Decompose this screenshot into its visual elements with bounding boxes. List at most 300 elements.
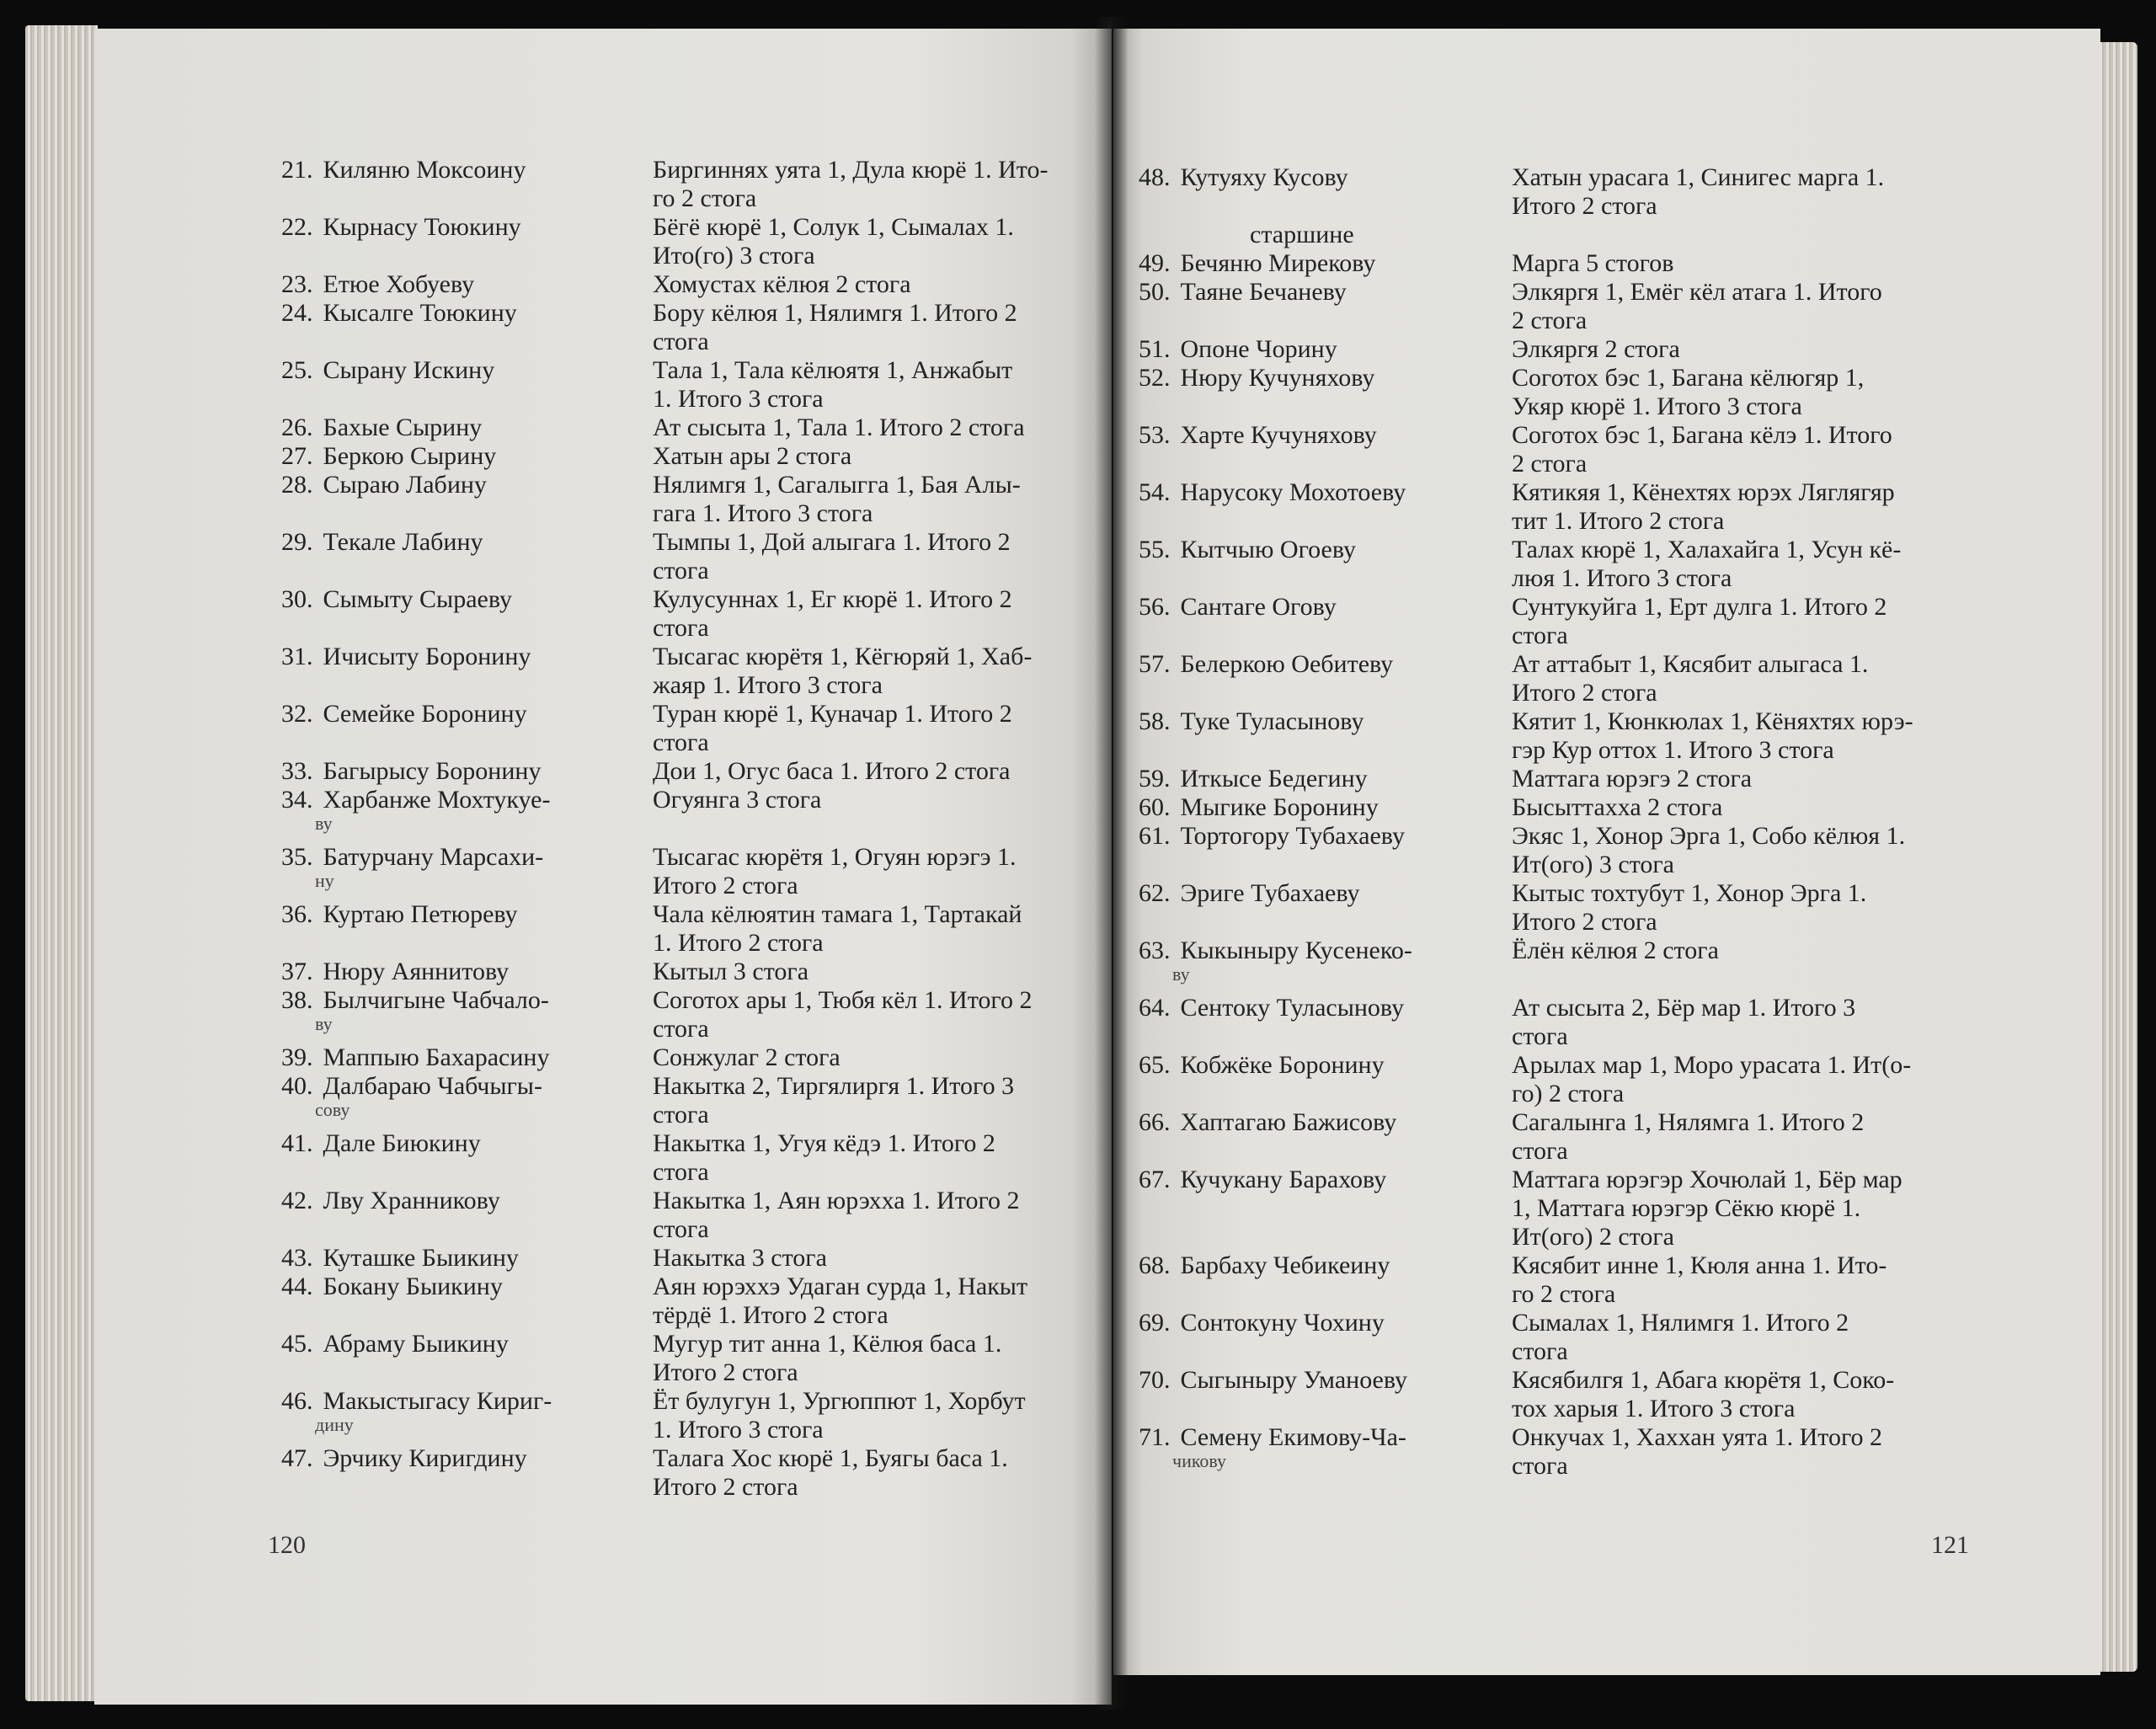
haystack-item-line: стога	[653, 1215, 709, 1243]
haystack-item-line: Дои 1, Огус баса 1. Итого 2 стога	[653, 757, 1011, 785]
haystack-item-line: Тымпы 1, Дой алыгага 1. Итого 2	[653, 528, 1011, 556]
recipient-name-continuation: чикову	[1172, 1450, 1227, 1471]
recipient-name: Ичисыту Боронину	[323, 643, 531, 670]
recipient-name-continuation: ну	[315, 870, 334, 891]
recipient-name: Кутуяху Кусову	[1180, 163, 1348, 191]
entry-items-row	[653, 1330, 1099, 1387]
haystack-item-line: стога	[653, 1015, 709, 1043]
entry-number: 49.	[1139, 249, 1171, 277]
haystack-item-line: Чала кёлюятин тамага 1, Тартакай	[653, 900, 1022, 928]
entry-items-row	[1512, 221, 1983, 249]
haystack-item-line: Аян юрэххэ Удаган сурда 1, Накыт	[653, 1273, 1028, 1300]
haystack-item-line: стога	[1512, 1452, 1568, 1480]
entry-number: 57.	[1139, 650, 1171, 678]
haystack-item-line: Накытка 1, Аян юрэхха 1. Итого 2	[653, 1187, 1020, 1214]
entry-items-row	[1512, 994, 1983, 1051]
recipient-name: Далбараю Чабчыгы-	[323, 1072, 542, 1100]
entry-number: 24.	[281, 299, 313, 327]
entry-name-row	[281, 700, 622, 757]
recipient-name: Нарусоку Мохотоеву	[1180, 478, 1406, 506]
entry-name-row	[1139, 1108, 1476, 1166]
entry-number: 23.	[281, 270, 313, 298]
recipient-name: Сыгыныру Уманоеву	[1180, 1366, 1408, 1394]
entry-name-row	[281, 442, 622, 471]
haystack-item-line: стога	[1512, 1337, 1568, 1365]
haystack-item-line: го 2 стога	[653, 184, 757, 212]
entry-items-row	[653, 414, 1099, 442]
haystack-item-line: 2 стога	[1512, 307, 1588, 334]
haystack-item-line: Хатын ары 2 стога	[653, 442, 852, 470]
haystack-item-line: гага 1. Итого 3 стога	[653, 499, 873, 527]
entry-name-row	[281, 643, 622, 700]
recipient-name: Багырысу Боронину	[323, 757, 542, 785]
haystack-item-line: стога	[653, 557, 709, 584]
entry-items-row	[1512, 707, 1983, 765]
recipient-name-continuation: сову	[315, 1099, 350, 1120]
haystack-item-line: 2 стога	[1512, 450, 1588, 478]
left-items-column	[653, 156, 1099, 1502]
entry-name-row	[1139, 221, 1476, 249]
entry-name-row	[281, 757, 622, 786]
entry-number: 52.	[1139, 364, 1171, 392]
entry-number: 25.	[281, 356, 313, 384]
entry-number: 45.	[281, 1330, 313, 1358]
entry-items-row	[1512, 1108, 1983, 1166]
entry-number: 32.	[281, 700, 313, 728]
recipient-name: старшине	[1250, 221, 1354, 248]
haystack-item-line: 1. Итого 3 стога	[653, 385, 824, 413]
recipient-name: Семейке Боронину	[323, 700, 527, 728]
haystack-item-line: гэр Кур оттох 1. Итого 3 стога	[1512, 736, 1834, 764]
recipient-name: Иткысе Бедегину	[1180, 765, 1368, 792]
entry-name-row	[281, 900, 622, 958]
haystack-item-line: Тысагас кюрётя 1, Огуян юрэгэ 1.	[653, 843, 1017, 871]
entry-name-row	[1139, 478, 1476, 536]
recipient-name: Сонтокуну Чохину	[1180, 1309, 1385, 1337]
recipient-name: Дале Биюкину	[323, 1129, 481, 1157]
entry-number: 66.	[1139, 1108, 1171, 1136]
entry-items-row	[653, 356, 1099, 414]
entry-items-row	[1512, 650, 1983, 707]
entry-items-row	[1512, 879, 1983, 937]
entry-items-row	[653, 585, 1099, 643]
haystack-item-line: Биргиннях уята 1, Дула кюрё 1. Ито-	[653, 156, 1049, 184]
entry-name-row	[1139, 1166, 1476, 1251]
entry-number: 46.	[281, 1387, 313, 1415]
recipient-name: Кытчыю Огоеву	[1180, 536, 1356, 563]
recipient-name: Кырнасу Тоюкину	[323, 213, 521, 241]
haystack-item-line: Кытыл 3 стога	[653, 958, 809, 985]
recipient-name: Эрчику Киригдину	[323, 1444, 527, 1472]
entry-number: 36.	[281, 900, 313, 928]
recipient-name-continuation: ву	[315, 813, 333, 834]
entry-name-row	[1139, 335, 1476, 364]
entry-name-row	[1139, 364, 1476, 421]
left-name-column	[281, 156, 622, 1502]
entry-number: 67.	[1139, 1166, 1171, 1193]
recipient-name: Сыраю Лабину	[323, 471, 487, 499]
recipient-name: Таяне Бечаневу	[1180, 278, 1347, 306]
recipient-name-continuation: ву	[315, 1013, 333, 1034]
haystack-item-line: Огуянга 3 стога	[653, 786, 822, 814]
entry-name-row	[281, 414, 622, 442]
recipient-name: Кыкыныру Кусенеко-	[1180, 937, 1412, 964]
haystack-item-line: го) 2 стога	[1512, 1080, 1625, 1107]
entry-items-row	[653, 843, 1099, 900]
entry-items-row	[653, 1273, 1099, 1330]
haystack-item-line: Кятит 1, Кюнкюлах 1, Кёняхтях юрэ-	[1512, 707, 1913, 735]
recipient-name: Бечяню Мирекову	[1180, 249, 1376, 277]
haystack-item-line: Накытка 1, Угуя кёдэ 1. Итого 2	[653, 1129, 995, 1157]
entry-name-row	[1139, 994, 1476, 1051]
haystack-item-line: Тала 1, Тала кёлюятя 1, Анжабыт	[653, 356, 1013, 384]
entry-number: 64.	[1139, 994, 1171, 1022]
haystack-item-line: Соготох бэс 1, Багана кёлюгяр 1,	[1512, 364, 1865, 392]
haystack-item-line: Хомустах кёлюя 2 стога	[653, 270, 911, 298]
entry-name-row	[281, 356, 622, 414]
entry-name-row	[1139, 421, 1476, 478]
recipient-name: Абраму Быикину	[323, 1330, 509, 1358]
entry-name-row	[281, 1444, 622, 1502]
recipient-name: Нюру Аяннитову	[323, 958, 510, 985]
entry-items-row	[1512, 163, 1983, 221]
haystack-item-line: Бысыттахха 2 стога	[1512, 793, 1723, 821]
recipient-name: Эриге Тубахаеву	[1180, 879, 1360, 907]
haystack-item-line: Бору кёлюя 1, Нялимгя 1. Итого 2	[653, 299, 1017, 327]
left-page-edges	[25, 25, 98, 1701]
entry-items-row	[653, 1043, 1099, 1072]
haystack-item-line: Мугур тит анна 1, Кёлюя баса 1.	[653, 1330, 1002, 1358]
entry-items-row	[653, 1387, 1099, 1444]
entry-name-row	[1139, 793, 1476, 822]
entry-number: 28.	[281, 471, 313, 499]
haystack-item-line: Сунтукуйга 1, Ерт дулга 1. Итого 2	[1512, 593, 1887, 621]
entry-name-row	[281, 156, 622, 213]
entry-name-row	[281, 786, 622, 843]
recipient-name: Сырану Искину	[323, 356, 495, 384]
entry-name-row	[281, 585, 622, 643]
entry-number: 54.	[1139, 478, 1171, 506]
entry-number: 40.	[281, 1072, 313, 1100]
entry-items-row	[1512, 593, 1983, 650]
entry-name-row	[1139, 879, 1476, 937]
haystack-item-line: Арылах мар 1, Моро урасата 1. Ит(о-	[1512, 1051, 1912, 1079]
entry-number: 59.	[1139, 765, 1171, 792]
entry-number: 22.	[281, 213, 313, 241]
entry-name-row	[1139, 822, 1476, 879]
recipient-name: Беркою Сырину	[323, 442, 497, 470]
right-name-column	[1139, 163, 1476, 1481]
recipient-name: Кучукану Барахову	[1180, 1166, 1387, 1193]
entry-name-row	[281, 958, 622, 986]
entry-items-row	[1512, 335, 1983, 364]
page-number-left: 120	[268, 1531, 306, 1559]
haystack-item-line: Накытка 3 стога	[653, 1244, 827, 1272]
entry-items-row	[1512, 1251, 1983, 1309]
entry-name-row	[281, 1129, 622, 1187]
entry-number: 27.	[281, 442, 313, 470]
entry-name-row	[1139, 1309, 1476, 1366]
entry-items-row	[1512, 364, 1983, 421]
haystack-item-line: Укяр кюрё 1. Итого 3 стога	[1512, 392, 1802, 420]
entry-name-row	[281, 270, 622, 299]
entry-number: 61.	[1139, 822, 1171, 850]
entry-name-row	[281, 1187, 622, 1244]
entry-items-row	[1512, 1423, 1983, 1481]
entry-name-row	[1139, 650, 1476, 707]
entry-name-row	[1139, 593, 1476, 650]
entry-number: 42.	[281, 1187, 313, 1214]
entry-items-row	[1512, 822, 1983, 879]
haystack-item-line: Кясябит инне 1, Кюля анна 1. Ито-	[1512, 1251, 1887, 1279]
entry-number: 71.	[1139, 1423, 1171, 1451]
haystack-item-line: жаяр 1. Итого 3 стога	[653, 671, 883, 699]
entry-name-row	[1139, 707, 1476, 765]
recipient-name: Семену Екимову-Ча-	[1180, 1423, 1406, 1451]
haystack-item-line: Ито(го) 3 стога	[653, 242, 815, 269]
book-gutter	[1095, 17, 1129, 1710]
entry-items-row	[653, 1444, 1099, 1502]
haystack-item-line: люя 1. Итого 3 стога	[1512, 564, 1732, 592]
entry-items-row	[1512, 1166, 1983, 1251]
haystack-item-line: Элкяргя 2 стога	[1512, 335, 1680, 363]
haystack-item-line: Марга 5 стогов	[1512, 249, 1674, 277]
entry-items-row	[1512, 536, 1983, 593]
entry-name-row	[281, 213, 622, 270]
entry-number: 50.	[1139, 278, 1171, 306]
recipient-name: Киляню Моксоину	[323, 156, 526, 184]
haystack-item-line: Кулусуннах 1, Ег кюрё 1. Итого 2	[653, 585, 1012, 613]
haystack-item-line: Ит(ого) 3 стога	[1512, 851, 1674, 878]
page-number-right: 121	[1931, 1531, 1969, 1559]
recipient-name: Белеркою Оебитеву	[1180, 650, 1394, 678]
entry-number: 51.	[1139, 335, 1171, 363]
entry-items-row	[653, 1244, 1099, 1273]
recipient-name: Макыстыгасу Кириг-	[323, 1387, 552, 1415]
haystack-item-line: Сонжулаг 2 стога	[653, 1043, 841, 1071]
haystack-item-line: Итого 2 стога	[653, 1358, 798, 1386]
haystack-item-line: Соготох ары 1, Тюбя кёл 1. Итого 2	[653, 986, 1033, 1014]
entry-name-row	[1139, 937, 1476, 994]
haystack-item-line: Сагалынга 1, Нялямга 1. Итого 2	[1512, 1108, 1865, 1136]
haystack-item-line: 1. Итого 3 стога	[653, 1416, 824, 1444]
recipient-name: Маппыю Бахарасину	[323, 1043, 550, 1071]
recipient-name: Хаптагаю Бажисову	[1180, 1108, 1397, 1136]
entry-number: 31.	[281, 643, 313, 670]
entry-number: 56.	[1139, 593, 1171, 621]
entry-number: 29.	[281, 528, 313, 556]
recipient-name: Опоне Чорину	[1180, 335, 1337, 363]
entry-number: 35.	[281, 843, 313, 871]
entry-name-row	[281, 843, 622, 900]
entry-name-row	[1139, 765, 1476, 793]
haystack-item-line: стога	[653, 1101, 709, 1129]
haystack-item-line: Итого 2 стога	[1512, 908, 1657, 936]
haystack-item-line: Маттага юрэгэр Хочюлай 1, Бёр мар	[1512, 1166, 1903, 1193]
entry-items-row	[653, 471, 1099, 528]
entry-items-row	[1512, 765, 1983, 793]
entry-items-row	[1512, 1366, 1983, 1423]
entry-items-row	[653, 900, 1099, 958]
haystack-item-line: Кытыс тохтубут 1, Хонор Эрга 1.	[1512, 879, 1867, 907]
entry-items-row	[653, 270, 1099, 299]
entry-items-row	[653, 986, 1099, 1043]
haystack-item-line: Бёгё кюрё 1, Солук 1, Сымалах 1.	[653, 213, 1014, 241]
entry-name-row	[1139, 163, 1476, 221]
entry-number: 62.	[1139, 879, 1171, 907]
haystack-item-line: Талага Хос кюрё 1, Буягы баса 1.	[653, 1444, 1008, 1472]
entry-name-row	[1139, 1366, 1476, 1423]
entry-items-row	[1512, 478, 1983, 536]
right-items-column	[1512, 163, 1983, 1481]
haystack-item-line: стога	[1512, 1137, 1568, 1165]
recipient-name: Куртаю Петюреву	[323, 900, 518, 928]
haystack-item-line: Ит(ого) 2 стога	[1512, 1223, 1674, 1251]
entry-items-row	[653, 643, 1099, 700]
recipient-name: Сантаге Огову	[1180, 593, 1337, 621]
haystack-item-line: Соготох бэс 1, Багана кёлэ 1. Итого	[1512, 421, 1892, 449]
entry-number: 65.	[1139, 1051, 1171, 1079]
entry-name-row	[281, 1072, 622, 1129]
haystack-item-line: 1. Итого 2 стога	[653, 929, 824, 957]
haystack-item-line: Онкучах 1, Хаххан уята 1. Итого 2	[1512, 1423, 1883, 1451]
recipient-name: Барбаху Чебикеину	[1180, 1251, 1390, 1279]
haystack-item-line: Накытка 2, Тиргялиргя 1. Итого 3	[653, 1072, 1015, 1100]
entry-name-row	[281, 1330, 622, 1387]
recipient-name: Нюру Кучуняхову	[1180, 364, 1375, 392]
entry-name-row	[281, 1387, 622, 1444]
entry-name-row	[281, 528, 622, 585]
haystack-item-line: тёрдё 1. Итого 2 стога	[653, 1301, 889, 1329]
recipient-name: Кобжёке Боронину	[1180, 1051, 1385, 1079]
entry-number: 68.	[1139, 1251, 1171, 1279]
recipient-name-continuation: ву	[1172, 963, 1190, 985]
haystack-item-line: Ат сысыта 2, Бёр мар 1. Итого 3	[1512, 994, 1856, 1022]
entry-items-row	[1512, 421, 1983, 478]
haystack-item-line: стога	[653, 728, 709, 756]
entry-name-row	[1139, 1423, 1476, 1481]
entry-name-row	[1139, 1051, 1476, 1108]
haystack-item-line: Итого 2 стога	[653, 1473, 798, 1501]
entry-number: 63.	[1139, 937, 1171, 964]
entry-items-row	[653, 1129, 1099, 1187]
entry-number: 48.	[1139, 163, 1171, 191]
entry-items-row	[653, 528, 1099, 585]
entry-items-row	[653, 213, 1099, 270]
recipient-name: Кысалге Тоюкину	[323, 299, 517, 327]
haystack-item-line: тох харыя 1. Итого 3 стога	[1512, 1395, 1796, 1422]
haystack-item-line: стога	[653, 614, 709, 642]
haystack-item-line: Хатын урасага 1, Синигес марга 1.	[1512, 163, 1885, 191]
haystack-item-line: Маттага юрэгэ 2 стога	[1512, 765, 1753, 792]
recipient-name: Мыгике Боронину	[1180, 793, 1379, 821]
recipient-name: Етюе Хобуеву	[323, 270, 475, 298]
entry-name-row	[281, 1043, 622, 1072]
recipient-name: Лву Хранникову	[323, 1187, 500, 1214]
entry-number: 53.	[1139, 421, 1171, 449]
entry-number: 30.	[281, 585, 313, 613]
haystack-item-line: Ат сысыта 1, Тала 1. Итого 2 стога	[653, 414, 1025, 441]
recipient-name: Бокану Быикину	[323, 1273, 503, 1300]
haystack-item-line: Сымалах 1, Нялимгя 1. Итого 2	[1512, 1309, 1849, 1337]
haystack-item-line: стога	[1512, 1022, 1568, 1050]
recipient-name: Бахые Сырину	[323, 414, 483, 441]
haystack-item-line: Итого 2 стога	[1512, 679, 1657, 707]
haystack-item-line: Элкяргя 1, Емёг кёл атага 1. Итого	[1512, 278, 1882, 306]
haystack-item-line: Итого 2 стога	[1512, 192, 1657, 220]
recipient-name: Тортогору Тубахаеву	[1180, 822, 1405, 850]
entry-items-row	[1512, 249, 1983, 278]
entry-name-row	[1139, 1251, 1476, 1309]
haystack-item-line: стога	[1512, 622, 1568, 649]
recipient-name: Туке Туласынову	[1180, 707, 1364, 735]
entry-items-row	[653, 958, 1099, 986]
entry-items-row	[653, 442, 1099, 471]
entry-items-row	[1512, 1051, 1983, 1108]
entry-items-row	[653, 299, 1099, 356]
haystack-item-line: Кясябилгя 1, Абага кюрётя 1, Соко-	[1512, 1366, 1895, 1394]
haystack-item-line: Ат аттабыт 1, Кясябит алыгаса 1.	[1512, 650, 1869, 678]
entry-number: 39.	[281, 1043, 313, 1071]
haystack-item-line: Экяс 1, Хонор Эрга 1, Собо кёлюя 1.	[1512, 822, 1906, 850]
entry-number: 60.	[1139, 793, 1171, 821]
entry-number: 37.	[281, 958, 313, 985]
haystack-item-line: Ёлён кёлюя 2 стога	[1512, 937, 1719, 964]
haystack-item-line: Талах кюрё 1, Халахайга 1, Усун кё-	[1512, 536, 1902, 563]
haystack-item-line: Ёт булугун 1, Ургюппют 1, Хорбут	[653, 1387, 1026, 1415]
entry-number: 34.	[281, 786, 313, 814]
entry-name-row	[1139, 278, 1476, 335]
entry-items-row	[1512, 1309, 1983, 1366]
recipient-name: Текале Лабину	[323, 528, 483, 556]
entry-items-row	[653, 700, 1099, 757]
recipient-name-continuation: дину	[315, 1414, 354, 1435]
right-page-edges	[2097, 42, 2137, 1672]
recipient-name: Сентоку Туласынову	[1180, 994, 1405, 1022]
haystack-item-line: Туран кюрё 1, Куначар 1. Итого 2	[653, 700, 1012, 728]
haystack-item-line: Кятикяя 1, Кёнехтях юрэх Ляглягяр	[1512, 478, 1895, 506]
haystack-item-line: стога	[653, 328, 709, 355]
haystack-item-line: тит 1. Итого 2 стога	[1512, 507, 1725, 535]
entry-number: 55.	[1139, 536, 1171, 563]
entry-name-row	[281, 1244, 622, 1273]
entry-number: 38.	[281, 986, 313, 1014]
entry-number: 26.	[281, 414, 313, 441]
entry-name-row	[1139, 536, 1476, 593]
entry-number: 43.	[281, 1244, 313, 1272]
entry-items-row	[653, 757, 1099, 786]
entry-name-row	[281, 1273, 622, 1330]
entry-items-row	[653, 1072, 1099, 1129]
haystack-item-line: 1, Маттага юрэгэр Сёкю кюрё 1.	[1512, 1194, 1861, 1222]
entry-items-row	[1512, 278, 1983, 335]
haystack-item-line: стога	[653, 1158, 709, 1186]
entry-items-row	[653, 786, 1099, 843]
entry-number: 21.	[281, 156, 313, 184]
entry-number: 58.	[1139, 707, 1171, 735]
entry-name-row	[281, 471, 622, 528]
haystack-item-line: го 2 стога	[1512, 1280, 1616, 1308]
recipient-name: Харте Кучуняхову	[1180, 421, 1377, 449]
entry-items-row	[1512, 793, 1983, 822]
recipient-name: Былчигыне Чабчало-	[323, 986, 549, 1014]
recipient-name: Харбанже Мохтукуе-	[323, 786, 551, 814]
entry-number: 44.	[281, 1273, 313, 1300]
recipient-name: Батурчану Марсахи-	[323, 843, 544, 871]
recipient-name: Сымыту Сыраеву	[323, 585, 512, 613]
entry-number: 69.	[1139, 1309, 1171, 1337]
entry-items-row	[1512, 937, 1983, 994]
